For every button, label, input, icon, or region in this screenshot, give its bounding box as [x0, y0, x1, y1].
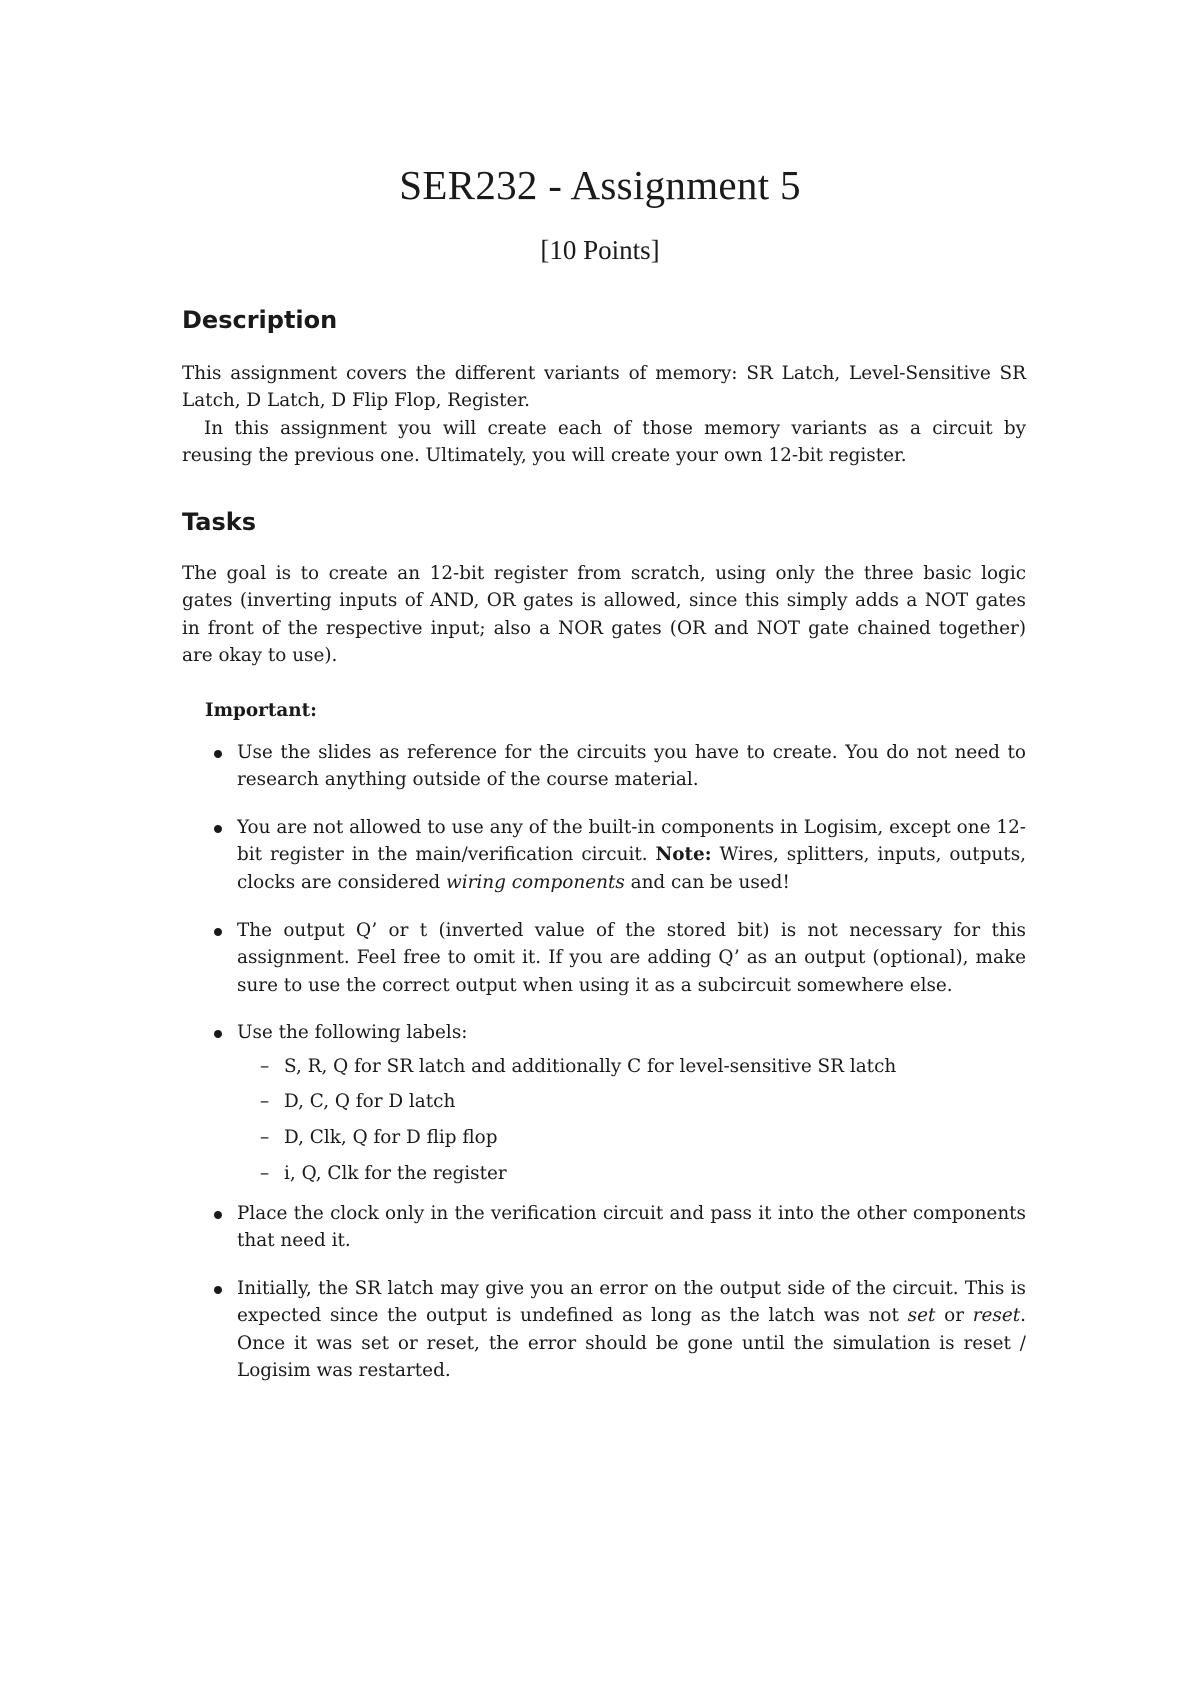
dash-icon: – — [260, 1056, 270, 1077]
sub-list-item — [260, 1124, 1020, 1151]
emphasis-text: set — [907, 1305, 936, 1327]
list-item-text-part: . Once it was set or reset, the error should be gone until the simulation is reset / Logisim was restarted. — [237, 1305, 1026, 1382]
sub-list-item — [260, 1053, 1020, 1080]
tasks-paragraph: The goal is to create an 12-bit register from scratch, using only the three basic logic gates (inverting inputs of AND, OR gates is allowed, since this simply adds a NOT gates in front of the respective input; also a NOR gates (OR and NOT gate chained together) are okay to use). — [182, 563, 1026, 667]
description-text-2: In this assignment you will create each of those memory variants as a circuit by reusing the previous one. Ultimately, you will create your own 12-bit register. — [182, 417, 1026, 467]
sub-list-item-text: D, C, Q for D latch — [284, 1091, 456, 1112]
list-item-text: Place the clock only in the verification circuit and pass it into the other components that need it. — [237, 1203, 1026, 1252]
sub-list-item — [260, 1160, 1020, 1187]
bullet-icon — [214, 1030, 222, 1038]
list-item-text — [237, 1275, 1026, 1385]
sub-list-item — [260, 1088, 1020, 1115]
sub-list-item-text: D, Clk, Q for D flip flop — [284, 1127, 498, 1148]
list-item-text — [237, 814, 1026, 896]
points-label: [10 Points] — [540, 235, 660, 265]
emphasis-text: reset — [972, 1305, 1021, 1327]
list-item-text: Use the following labels: — [237, 1022, 468, 1043]
bullet-icon — [214, 825, 222, 833]
bullet-icon — [214, 1286, 222, 1294]
dash-icon: – — [260, 1091, 270, 1112]
description-heading: Description — [182, 306, 338, 334]
bullet-icon — [214, 1211, 222, 1219]
sub-list-item-text: S, R, Q for SR latch and additionally C for level-sensitive SR latch — [284, 1056, 897, 1077]
dash-icon: – — [260, 1163, 270, 1184]
tasks-heading: Tasks — [182, 508, 257, 536]
bullet-icon — [214, 750, 222, 758]
note-label: Note: — [655, 844, 712, 866]
dash-icon: – — [260, 1127, 270, 1148]
list-item-text-part: Initially, the SR latch may give you an error on the output side of the circuit. This is expected since the output is undefined as long as the latch was not — [237, 1278, 1026, 1327]
sub-list-item-text: i, Q, Clk for the register — [284, 1163, 507, 1184]
bullet-icon — [214, 928, 222, 936]
list-item-text-part: or — [935, 1305, 973, 1327]
description-text-1: This assignment covers the different variants of memory: SR Latch, Level-Sensitive SR Latch, D Latch, D Flip Flop, Register. — [182, 363, 1026, 412]
list-item-text: The output Q’ or t (inverted value of the stored bit) is not necessary for this assignment. Feel free to omit it. If you are adding Q’ as an output (optional), make sure to use the correct output when using it as a subcircuit somewhere else. — [237, 920, 1026, 996]
emphasis-text: wiring components — [445, 871, 625, 893]
list-item-text: Use the slides as reference for the circuits you have to create. You do not need to research anything outside of the course material. — [237, 742, 1026, 791]
important-label: Important: — [205, 700, 317, 721]
list-item-text-part: Wires, splitters, inputs, outputs, clocks are considered — [237, 844, 1026, 893]
list-item-text-part: and can be used! — [624, 871, 790, 893]
document-title: SER232 - Assignment 5 — [399, 162, 801, 208]
list-item-text-part: You are not allowed to use any of the built-in components in Logisim, except one 12-bit register in the main/verification circuit. — [237, 817, 1026, 866]
